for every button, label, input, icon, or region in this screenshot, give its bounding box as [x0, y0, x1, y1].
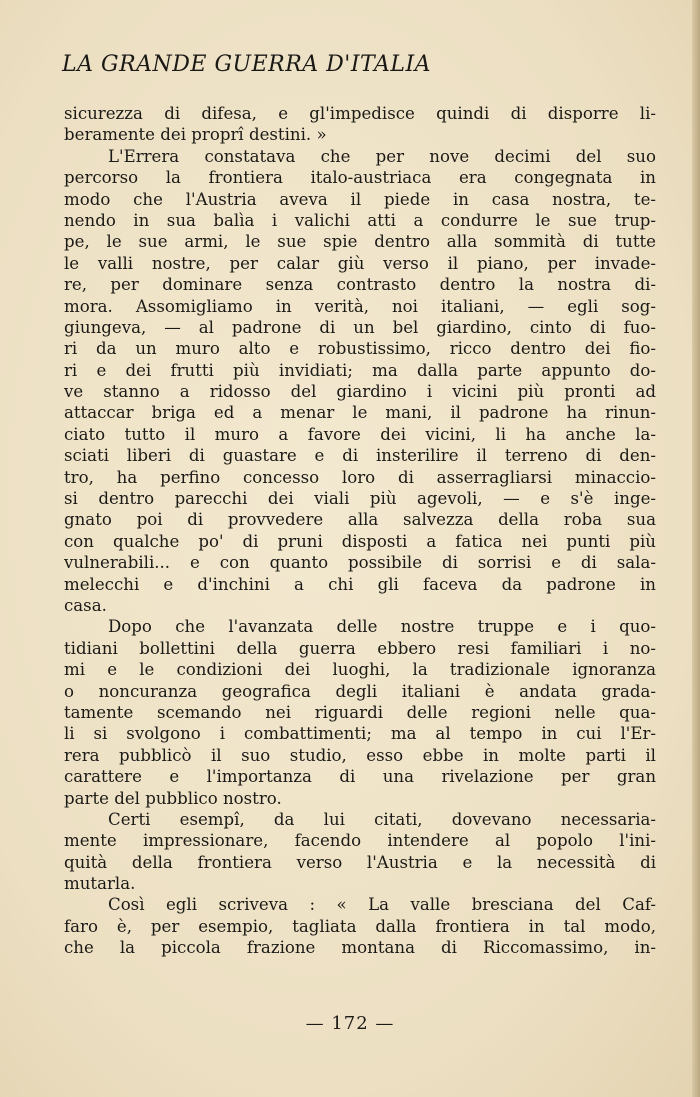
text-line: L'Errera constatava che per nove decimi del suo	[108, 146, 656, 166]
text-line: Dopo che l'avanzata delle nostre truppe e i quo-	[108, 617, 656, 637]
text-line: pe, le sue armi, le sue spie dentro alla sommità di tutte	[64, 232, 656, 252]
text-line: ri da un muro alto e robustissimo, ricco dentro dei fio-	[64, 339, 656, 359]
text-line: rera pubblicò il suo studio, esso ebbe in molte parti il	[64, 745, 656, 765]
text-line: sciati liberi di guastare e di insterilire il terreno di den-	[64, 446, 656, 466]
text-line: percorso la frontiera italo-austriaca era congegnata in	[64, 168, 656, 188]
text-line: mutarla.	[64, 874, 136, 894]
text-line: con qualche po' di pruni disposti a fatica nei punti più	[64, 531, 656, 551]
text-line: mi e le condizioni dei luoghi, la tradizionale ignoranza	[64, 660, 656, 680]
text-line: Certi esempî, da lui citati, dovevano necessaria-	[108, 809, 656, 829]
text-line: che la piccola frazione montana di Riccomassimo, in-	[64, 938, 656, 958]
text-line: sicurezza di difesa, e gl'impedisce quindi di disporre li-	[64, 104, 656, 123]
text-line: mora. Assomigliamo in verità, noi italiani, — egli sog-	[64, 296, 656, 316]
page-number-text: — 172 —	[305, 1013, 395, 1034]
text-line: parte del pubblico nostro.	[64, 788, 282, 808]
text-line: tro, ha perfino concesso loro di asserragliarsi minaccio-	[64, 467, 656, 487]
text-line: le valli nostre, per calar giù verso il piano, per invade-	[64, 253, 656, 273]
text-line: tamente scemando nei riguardi delle regioni nelle qua-	[64, 702, 656, 722]
text-line: melecchi e d'inchini a chi gli faceva da padrone in	[64, 574, 656, 594]
text-line: re, per dominare senza contrasto dentro la nostra di-	[64, 275, 656, 295]
text-line: si dentro parecchi dei viali più agevoli, — e s'è inge-	[64, 489, 656, 509]
text-line: modo che l'Austria aveva il piede in casa nostra, te-	[64, 189, 656, 209]
text-line: beramente dei proprî destini. »	[64, 125, 327, 145]
text-line: giungeva, — al padrone di un bel giardino, cinto di fuo-	[64, 317, 656, 337]
text-line: mente impressionare, facendo intendere al popolo l'ini-	[64, 831, 656, 851]
text-line: vulnerabili... e con quanto possibile di sorrisi e di sala-	[64, 553, 656, 573]
page-edge	[692, 0, 700, 1097]
text-line: Così egli scriveva : « La valle bresciana del Caf-	[108, 895, 656, 915]
text-line: nendo in sua balìa i valichi atti a condurre le sue trup-	[64, 210, 656, 230]
page-number	[0, 1013, 700, 1034]
body-text	[64, 103, 656, 959]
text-line: faro è, per esempio, tagliata dalla frontiera in tal modo,	[64, 916, 656, 936]
text-line: ri e dei frutti più invidiati; ma dalla parte appunto do-	[64, 360, 656, 380]
text-line: ciato tutto il muro a favore dei vicini, li ha anche la-	[64, 424, 656, 444]
running-title: LA GRANDE GUERRA D'ITALIA	[62, 52, 432, 77]
text-line: o noncuranza geografica degli italiani è andata grada-	[64, 681, 656, 701]
text-line: ve stanno a ridosso del giardino i vicini più pronti ad	[64, 382, 656, 402]
text-line: casa.	[64, 595, 107, 615]
text-line: quità della frontiera verso l'Austria e la necessità di	[64, 852, 656, 872]
text-line: li si svolgono i combattimenti; ma al tempo in cui l'Er-	[64, 724, 656, 744]
text-line: attaccar briga ed a menar le mani, il padrone ha rinun-	[64, 403, 656, 423]
text-line: carattere e l'importanza di una rivelazione per gran	[64, 767, 656, 787]
text-line: gnato poi di provvedere alla salvezza della roba sua	[64, 510, 656, 530]
text-line: tidiani bollettini della guerra ebbero resi familiari i no-	[64, 638, 656, 658]
